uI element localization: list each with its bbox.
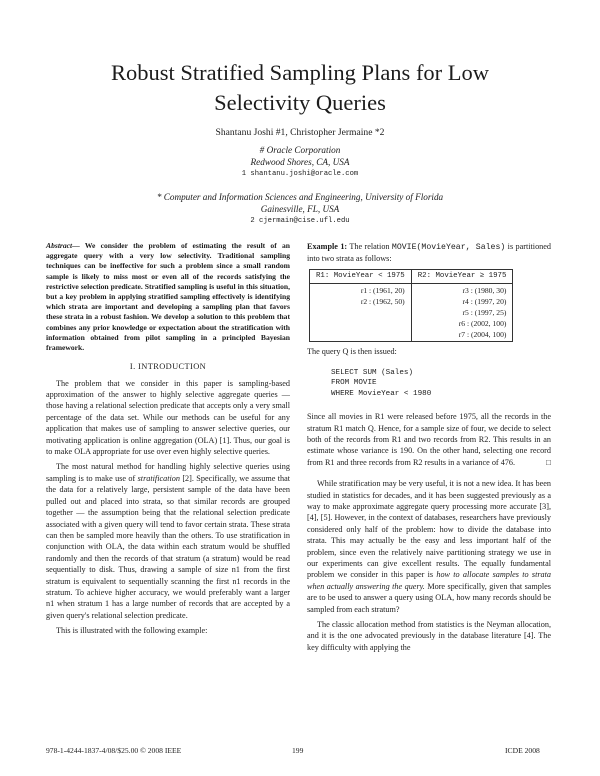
example-intro <box>307 241 551 265</box>
intro-p2-text-a: The most natural method for handling highly selective queries using sampling is to make use of <box>46 462 290 483</box>
example-label: Example 1: <box>307 242 348 251</box>
section-heading-introduction: I. INTRODUCTION <box>129 362 207 372</box>
right-paragraph-1 <box>307 478 551 615</box>
sql-line: FROM MOVIE <box>331 379 377 388</box>
abstract-label: Abstract <box>46 241 73 250</box>
strata-header-r2: R2: MovieYear ≥ 1975 <box>411 269 513 283</box>
strata-r1-cell <box>310 284 412 342</box>
table-row: r1 : (1961, 20) <box>360 286 405 296</box>
query-intro: The query Q is then issued: <box>307 347 397 357</box>
intro-paragraph-1: The problem that we consider in this paper is sampling-based approximation of the answer to highly selective aggregate queries — those having a relational selection predicate that accepts only a very small percentage of the data set. While our methods can be useful for any application that makes use of sampling to answer selective queries, our motivating application is online aggregation (OLA) [1]. Thus, our goal is to make OLA appropriate for use over even highly selective queries. <box>46 378 290 457</box>
sql-line: WHERE MovieYear < 1980 <box>331 389 432 398</box>
right-p1-text-b: More specifically, given that samples are to be used to answer a query using OLA, how many records should be sampled from each stratum? <box>307 581 551 614</box>
table-row: r7 : (2004, 100) <box>458 330 507 340</box>
strata-r2-cell <box>411 284 513 342</box>
left-column <box>46 241 290 641</box>
example-intro-text-a: The relation <box>347 242 392 251</box>
title-line-2: Selectivity Queries <box>214 90 386 115</box>
paper-title <box>40 58 560 118</box>
affiliation-2 <box>40 191 560 227</box>
abstract <box>46 241 290 353</box>
intro-p2-emphasis: stratification <box>137 473 180 483</box>
table-row: r4 : (1997, 20) <box>462 297 507 307</box>
sql-query <box>331 368 551 400</box>
table-row: r5 : (1997, 25) <box>462 308 507 318</box>
intro-p2-text-b: [2]. Specifically, we assume that the data for a relatively large, persistent sample of the data have been pulled out and placed into strata, so that similar records are grouped together — the assumption being that the relational selection predicate associated with a given query will tend to favor certain strata. These strata can then be sampled more heavily than the others. To use stratification in conjunction with OLA, the data within each stratum would be shuffled randomly and then the records of that stratum (a stratum) would be read sequentially to disk. Thus, drawing a sample of size n1 from the first stratum is equivalent to sequentially scanning the first n1 records in the stratum. To achieve higher accuracy, we would preferably want a larger n1 when stratum 1 has a large number of records that are accepted by a given query's relational selection predicate. <box>46 473 290 620</box>
example-body <box>307 411 551 468</box>
affiliation-1-org: # Oracle Corporation <box>259 145 341 155</box>
strata-table-body <box>310 284 513 342</box>
affiliation-1 <box>40 144 560 180</box>
footer-conference: ICDE 2008 <box>505 746 540 755</box>
sql-line: SELECT SUM (Sales) <box>331 368 414 377</box>
example-relation: MOVIE(MovieYear, Sales) <box>391 243 506 252</box>
right-p1-emphasis: how to allocate samples to strata when actually answering the query. <box>307 570 551 591</box>
affiliation-2-org: * Computer and Information Sciences and Engineering, University of Florida <box>156 192 444 202</box>
table-row: r6 : (2002, 100) <box>458 319 507 329</box>
intro-paragraph-2 <box>46 461 290 621</box>
affiliation-2-city: Gainesville, FL, USA <box>260 204 340 214</box>
title-line-1: Robust Stratified Sampling Plans for Low <box>110 60 490 85</box>
intro-paragraph-3: This is illustrated with the following example: <box>56 626 208 636</box>
right-paragraph-2: The classic allocation method from statistics is the Neyman allocation, and it is the one advocated previously in the database literature [4]. The key difficulty with applying the <box>307 620 551 652</box>
abstract-text: — We consider the problem of estimating the result of an aggregate query with a very low selectivity. Traditional sampling techniques can be ineffective for such a problem since a small random sample is likely to miss most or even all of the records satisfying the restrictive selection predicate. Stratified sampling is useful in this situation, but a key problem in applying stratified sampling effectively is identifying which strata are important and developing a sampling plan that favors these strata in a robust fashion. We develop a solution to this problem that combines any prior knowledge or expectation about the stratification with information obtained from pilot sampling in a principled Bayesian framework. <box>46 241 290 353</box>
footer-page-number: 199 <box>292 746 304 755</box>
table-row: r3 : (1980, 30) <box>462 286 507 296</box>
strata-header-r1: R1: MovieYear < 1975 <box>310 269 412 283</box>
strata-table <box>309 269 513 342</box>
example-intro-text-b: is partitioned into two strata as follows: <box>307 242 551 264</box>
affiliation-2-email: 2 cjermain@cise.ufl.edu <box>250 217 350 225</box>
right-p1-text-a: While stratification may be very useful, it is not a new idea. It has been studied in statistics for decades, and it has been suggested previously as a way to make approximate aggregate query processing more accurate [3], [4], [5]. However, in the context of databases, researchers have previously considered only half of the problem: how to divide the database into strata. This may actually be the easy and less important half of the problem, since even the relatively naive partitioning strategy we use in our experiments can give excellent results. The equally fundamental problem we consider in this paper is <box>307 479 551 580</box>
right-column <box>307 241 551 657</box>
author-names: Shantanu Joshi #1, Christopher Jermaine *2 <box>215 127 385 138</box>
qed-symbol: □ <box>546 457 551 467</box>
strata-table-header <box>310 269 513 283</box>
affiliation-1-city: Redwood Shores, CA, USA <box>250 157 350 167</box>
table-row: r2 : (1962, 50) <box>360 297 405 307</box>
example-body-text: Since all movies in R1 were released before 1975, all the records in the stratum R1 match Q. Hence, for a sample size of four, we decide to select both of the records from R1 and two records from R2. This results in an estimate whose variance is 190. On the other hand, selecting one record from R1 and three records from R2 results in a variance of 476. <box>307 412 551 467</box>
affiliation-1-email: 1 shantanu.joshi@oracle.com <box>241 170 359 178</box>
footer-copyright: 978-1-4244-1837-4/08/$25.00 © 2008 IEEE <box>46 746 182 755</box>
